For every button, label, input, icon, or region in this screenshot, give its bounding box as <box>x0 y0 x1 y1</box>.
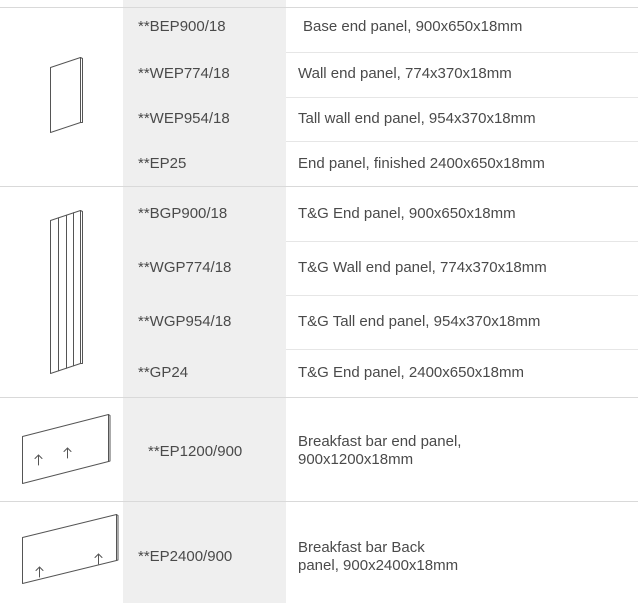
divider <box>0 7 638 8</box>
code-column-background <box>123 0 286 603</box>
breakfast-bar-end-panel-icon <box>20 413 120 487</box>
product-code: **BEP900/18 <box>138 18 226 35</box>
product-code: **WGP954/18 <box>138 313 232 330</box>
product-code: **GP24 <box>138 364 189 381</box>
product-code: **EP25 <box>138 155 187 172</box>
product-description: Wall end panel, 774x370x18mm <box>298 65 512 82</box>
product-description: Tall wall end panel, 954x370x18mm <box>298 110 536 127</box>
divider <box>286 241 638 242</box>
product-description: T&G Wall end panel, 774x370x18mm <box>298 259 547 276</box>
product-description: T&G Tall end panel, 954x370x18mm <box>298 313 541 330</box>
product-code: **EP2400/900 <box>138 548 233 565</box>
divider <box>286 97 638 98</box>
product-code: **WGP774/18 <box>138 259 232 276</box>
product-description: T&G End panel, 2400x650x18mm <box>298 364 524 381</box>
breakfast-bar-back-panel-icon <box>20 513 122 589</box>
product-code: **EP1200/900 <box>148 443 243 460</box>
product-description: T&G End panel, 900x650x18mm <box>298 205 516 222</box>
product-description: Base end panel, 900x650x18mm <box>303 18 523 35</box>
product-description: Breakfast bar end panel, 900x1200x18mm <box>298 433 462 468</box>
product-code: **BGP900/18 <box>138 205 228 222</box>
product-code: **WEP774/18 <box>138 65 230 82</box>
plain-end-panel-icon <box>46 55 86 135</box>
tongue-and-groove-panel-icon <box>46 208 86 376</box>
product-description: Breakfast bar Back panel, 900x2400x18mm <box>298 539 459 574</box>
divider <box>286 52 638 53</box>
divider <box>286 349 638 350</box>
divider <box>0 501 638 502</box>
divider <box>0 186 638 187</box>
product-code: **WEP954/18 <box>138 110 230 127</box>
divider <box>286 295 638 296</box>
divider <box>286 141 638 142</box>
divider <box>0 397 638 398</box>
product-description: End panel, finished 2400x650x18mm <box>298 155 545 172</box>
